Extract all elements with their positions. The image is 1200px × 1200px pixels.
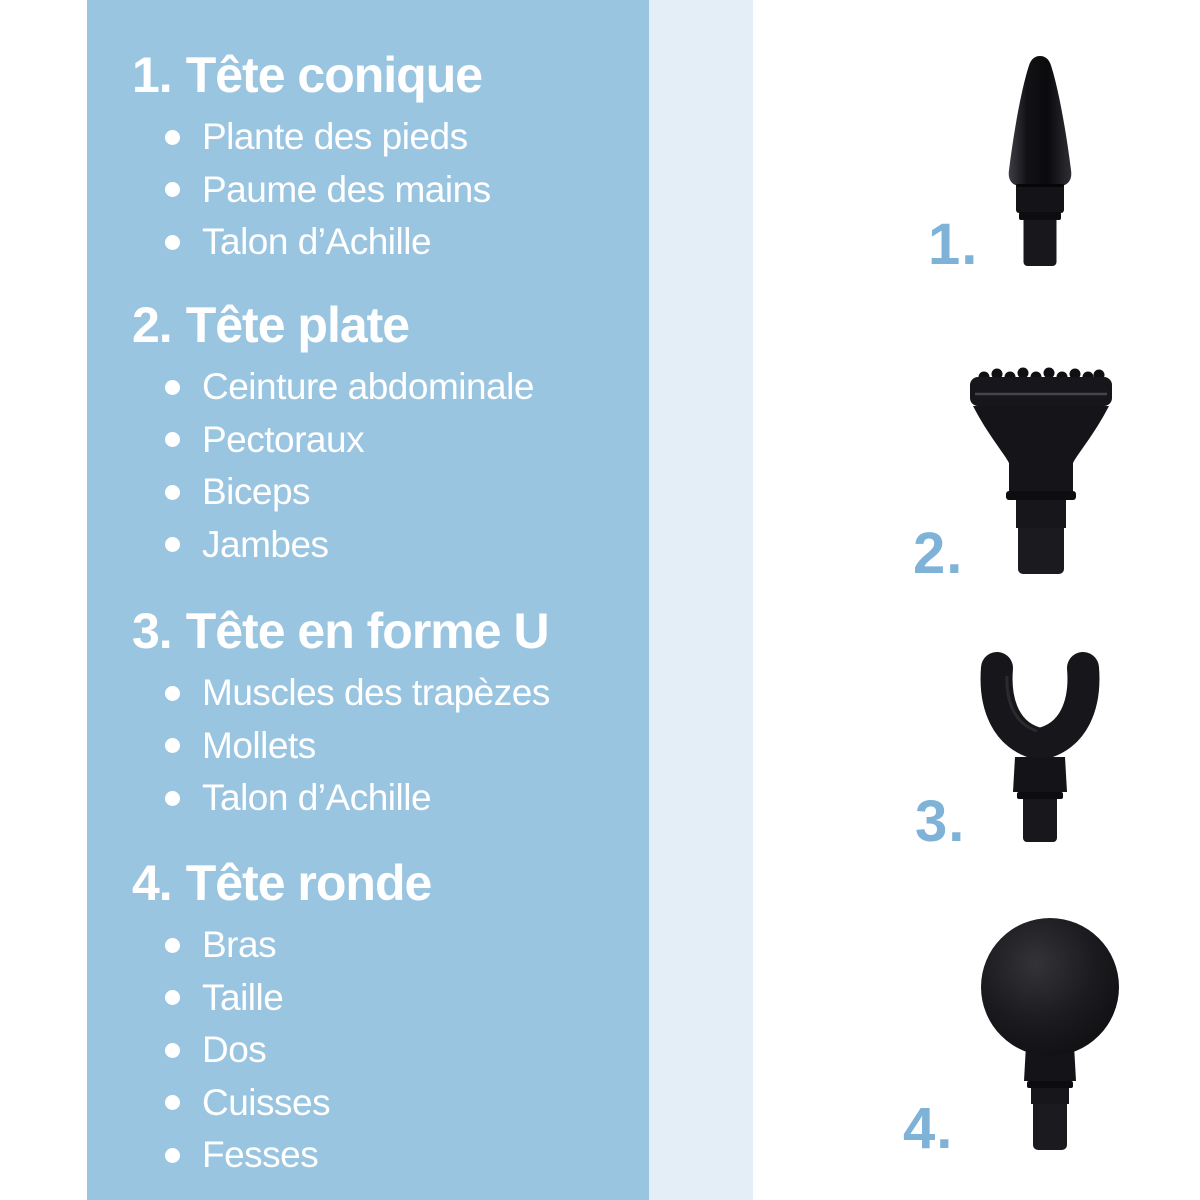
bullet-dot <box>165 738 180 753</box>
bullet-text: Pectoraux <box>202 418 365 460</box>
bullet-dot <box>165 990 180 1005</box>
round-head-icon <box>977 917 1123 1150</box>
bullet-dot <box>165 938 180 953</box>
bullet-dot <box>165 1043 180 1058</box>
bullet-item <box>87 1024 649 1077</box>
section-title: Tête plate <box>185 297 410 353</box>
section-round-head <box>87 857 649 1182</box>
bullet-list <box>87 667 649 825</box>
bullet-text: Ceinture abdominale <box>202 366 534 408</box>
bullet-text: Biceps <box>202 471 311 513</box>
bullet-text: Cuisses <box>202 1081 331 1123</box>
bullet-text: Dos <box>202 1029 267 1071</box>
section-heading <box>132 605 649 657</box>
bullet-text: Muscles des trapèzes <box>202 672 550 714</box>
section-u-head <box>87 605 649 825</box>
bullet-text: Paume des mains <box>202 168 491 210</box>
bullet-list <box>87 919 649 1182</box>
bullet-text: Talon d’Achille <box>202 221 432 263</box>
bullet-text: Plante des pieds <box>202 116 468 158</box>
section-cone-head <box>87 49 649 269</box>
bullet-item <box>87 1129 649 1182</box>
bullet-dot <box>165 791 180 806</box>
bullet-item <box>87 519 649 572</box>
attachment-number-1: 1. <box>928 212 979 277</box>
section-heading <box>132 857 649 909</box>
section-number: 4. <box>132 855 172 911</box>
bullet-item <box>87 720 649 773</box>
bullet-item <box>87 414 649 467</box>
bullet-dot <box>165 1095 180 1110</box>
bullet-dot <box>165 182 180 197</box>
bullet-item <box>87 361 649 414</box>
bullet-dot <box>165 235 180 250</box>
attachment-number-2: 2. <box>913 521 964 586</box>
cone-head-icon <box>1000 54 1080 268</box>
bullet-dot <box>165 686 180 701</box>
section-heading <box>132 49 649 101</box>
bullet-dot <box>165 537 180 552</box>
bullet-list <box>87 111 649 269</box>
bullet-list <box>87 361 649 571</box>
bullet-item <box>87 772 649 825</box>
attachment-number-4: 4. <box>903 1096 954 1161</box>
bullet-item <box>87 216 649 269</box>
bullet-text: Bras <box>202 924 277 966</box>
bullet-item <box>87 972 649 1025</box>
flat-head-icon <box>966 365 1116 577</box>
bullet-item <box>87 164 649 217</box>
attachment-number-3: 3. <box>915 789 966 854</box>
bullet-text: Mollets <box>202 724 316 766</box>
section-title: Tête ronde <box>185 855 432 911</box>
bullet-item <box>87 1077 649 1130</box>
section-heading <box>132 299 649 351</box>
section-title: Tête conique <box>185 47 483 103</box>
section-number: 1. <box>132 47 172 103</box>
bullet-text: Fesses <box>202 1134 319 1176</box>
section-number: 2. <box>132 297 172 353</box>
section-flat-head <box>87 299 649 571</box>
bullet-dot <box>165 380 180 395</box>
bullet-text: Talon d’Achille <box>202 777 432 819</box>
bullet-text: Jambes <box>202 523 329 565</box>
bullet-text: Taille <box>202 976 284 1018</box>
bullet-item <box>87 919 649 972</box>
info-panel <box>87 0 649 1200</box>
bullet-item <box>87 466 649 519</box>
bullet-dot <box>165 1148 180 1163</box>
bullet-item <box>87 111 649 164</box>
bullet-dot <box>165 130 180 145</box>
bullet-dot <box>165 485 180 500</box>
u-shaped-head-icon <box>977 644 1103 844</box>
section-number: 3. <box>132 603 172 659</box>
bullet-item <box>87 667 649 720</box>
accent-stripe <box>649 0 753 1200</box>
bullet-dot <box>165 432 180 447</box>
section-title: Tête en forme U <box>185 603 549 659</box>
